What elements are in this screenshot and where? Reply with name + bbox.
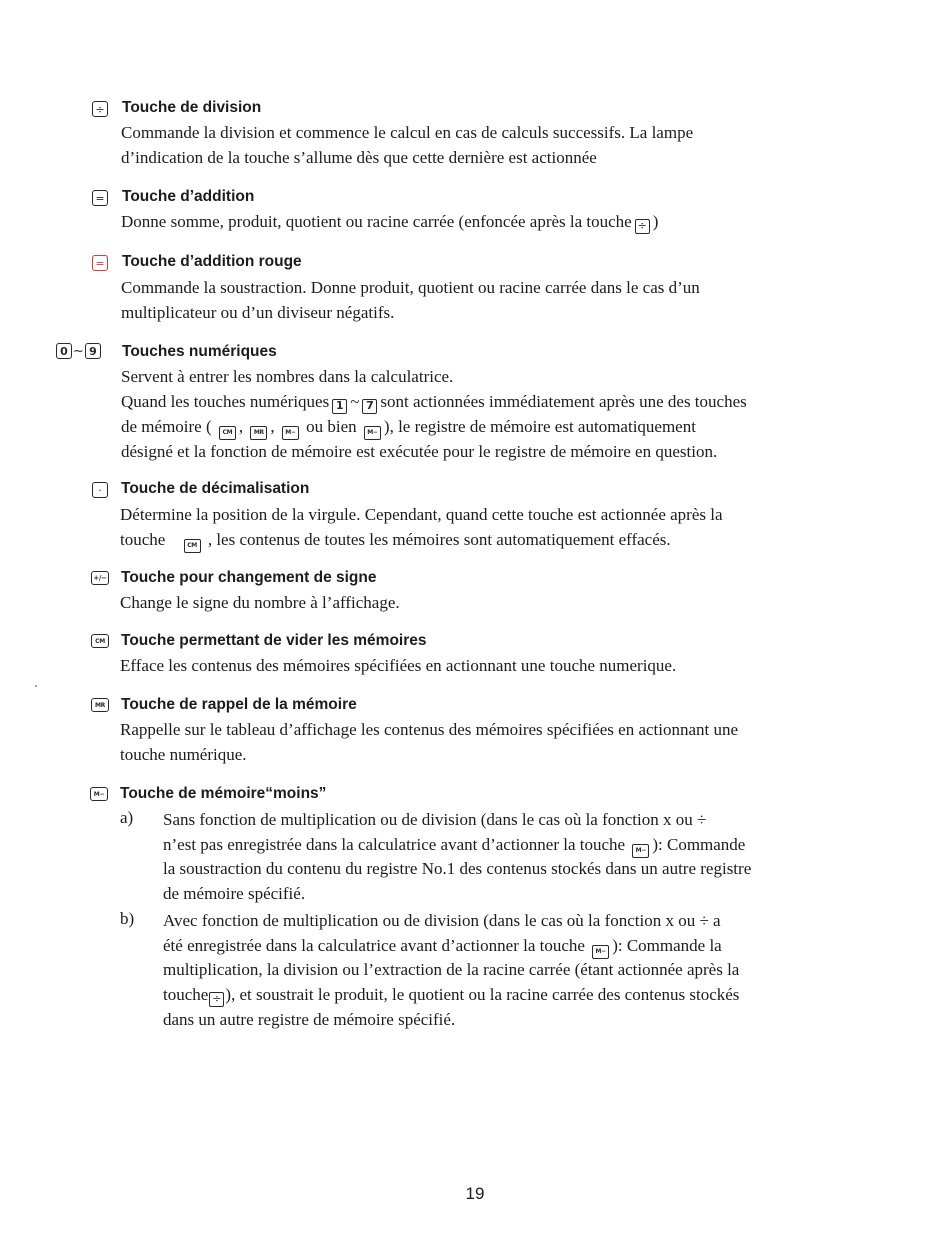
numeric-range-icon [56, 342, 108, 360]
cm-inline-key-icon: CM [184, 539, 201, 553]
seven-key-icon: 7 [362, 399, 377, 414]
item-a-line-4: de mémoire spécifié. [163, 884, 306, 903]
clear-memory-description: Efface les contenus des mémoires spécifiées en actionnant une touche numerique. [120, 656, 677, 675]
item-b-line-3: multiplication, la division ou l’extraction de la racine carrée (étant actionnée après la [163, 960, 740, 979]
numeric-line-3-end: ), le registre de mémoire est automatiquement [383, 417, 696, 436]
recall-heading: Touche de rappel de la mémoire [121, 696, 357, 713]
red-equals-key-icon: = [92, 255, 108, 271]
numeric-line-3-middle: ou bien [306, 417, 357, 436]
sign-change-key-icon: +/− [91, 571, 109, 585]
addition-heading: Touche d’addition [122, 188, 255, 205]
decimal-heading: Touche de décimalisation [121, 480, 310, 497]
mminus-inline-key-icon: M− [592, 945, 609, 959]
item-a-line-1: Sans fonction de multiplication ou de division (dans le cas où la fonction x ou ÷ [163, 810, 707, 829]
recall-description-line-2: touche numérique. [120, 745, 247, 764]
numeric-description-line-4: désigné et la fonction de mémoire est exécutée pour le registre de mémoire en question. [121, 442, 718, 461]
division-inline-key-icon: ÷ [635, 219, 650, 234]
zero-key-icon: 0 [56, 343, 72, 359]
item-b-line-2 [163, 934, 846, 959]
scan-speck [35, 685, 37, 687]
decimal-description-line-2 [120, 528, 671, 553]
item-b-line-4-end: ), et soustrait le produit, le quotient ou la racine carrée des contenus stockés [225, 985, 740, 1004]
numeric-line-3-start: de mémoire ( [121, 417, 212, 436]
red-addition-description-line-1: Commande la soustraction. Donne produit, quotient ou racine carrée dans le cas d’un [121, 278, 700, 297]
mminus-inline-key-icon: M− [632, 844, 649, 858]
item-a-label: a) [120, 808, 134, 827]
item-b-line-5: dans un autre registre de mémoire spécifié. [163, 1010, 456, 1029]
recall-description-line-1: Rappelle sur le tableau d’affichage les contenus des mémoires spécifiées en actionnant une [120, 720, 739, 739]
memory-minus-heading: Touche de mémoire“moins” [120, 785, 327, 802]
decimal-point-key-icon: · [92, 482, 108, 498]
one-key-icon: 1 [332, 399, 347, 414]
item-a-line-2-end: ): Commande [652, 835, 746, 854]
numeric-line-2-end: sont actionnées immédiatement après une des touches [380, 392, 747, 411]
decimal-line-2-start: touche [120, 530, 166, 549]
nine-key-icon: 9 [85, 343, 101, 359]
numeric-description-line-1: Servent à entrer les nombres dans la calculatrice. [121, 367, 454, 386]
mminus-key-icon: M− [90, 787, 108, 801]
sign-change-description: Change le signe du nombre à l’affichage. [120, 593, 400, 612]
mminus-inline-key-icon: M− [282, 426, 299, 440]
item-b-line-2-end: ): Commande la [612, 936, 722, 955]
addition-description [121, 210, 658, 235]
item-a-line-2-start: n’est pas enregistrée dans la calculatrice avant d’actionner la touche [163, 835, 626, 854]
numeric-description-line-2 [121, 390, 851, 415]
clear-memory-heading: Touche permettant de vider les mémoires [121, 632, 427, 649]
division-description-line-2: d’indication de la touche s’allume dès que cette dernière est actionnée [121, 148, 597, 167]
sign-change-heading: Touche pour changement de signe [121, 569, 377, 586]
page-number: 19 [465, 1184, 485, 1203]
red-addition-description-line-2: multiplicateur ou d’un diviseur négatifs. [121, 303, 395, 322]
mminus-inline-key-icon-2: M− [364, 426, 381, 440]
numeric-line-2-tilde: ~ [350, 392, 360, 411]
numeric-line-2-start: Quand les touches numériques [121, 392, 330, 411]
item-b-line-4-start: touche [163, 985, 209, 1004]
mr-key-icon: MR [91, 698, 109, 712]
division-heading: Touche de division [122, 99, 262, 116]
item-a-line-3: la soustraction du contenu du registre No.1 des contenus stockés dans un autre registre [163, 859, 752, 878]
cm-key-icon: CM [91, 634, 109, 648]
item-b-line-4 [163, 983, 846, 1008]
cm-inline-key-icon: CM [219, 426, 236, 440]
division-description-line-1: Commande la division et commence le calcul en cas de calculs successifs. La lampe [121, 123, 694, 142]
addition-description-tail: ) [652, 212, 659, 231]
item-b-line-1: Avec fonction de multiplication ou de division (dans le cas où la fonction x ou ÷ a [163, 911, 721, 930]
item-b-line-2-start: été enregistrée dans la calculatrice avant d’actionner la touche [163, 936, 585, 955]
mr-inline-key-icon: MR [250, 426, 267, 440]
numeric-comma-1: , [238, 417, 244, 436]
item-b-label: b) [120, 909, 135, 928]
decimal-description-line-1: Détermine la position de la virgule. Cependant, quand cette touche est actionnée après la [120, 505, 723, 524]
numeric-comma-2: , [270, 417, 275, 436]
division-inline-key-icon: ÷ [209, 992, 224, 1007]
range-tilde: ~ [73, 343, 84, 359]
decimal-line-2-end: , les contenus de toutes les mémoires sont automatiquement effacés. [207, 530, 671, 549]
addition-description-text: Donne somme, produit, quotient ou racine carrée (enfoncée après la touche [121, 212, 632, 231]
item-a-line-2 [163, 833, 846, 858]
numeric-description-line-3 [121, 415, 851, 440]
numeric-heading: Touches numériques [122, 343, 277, 360]
equals-key-icon: = [92, 190, 108, 206]
division-key-icon: ÷ [92, 101, 108, 117]
red-addition-heading: Touche d’addition rouge [122, 253, 302, 270]
